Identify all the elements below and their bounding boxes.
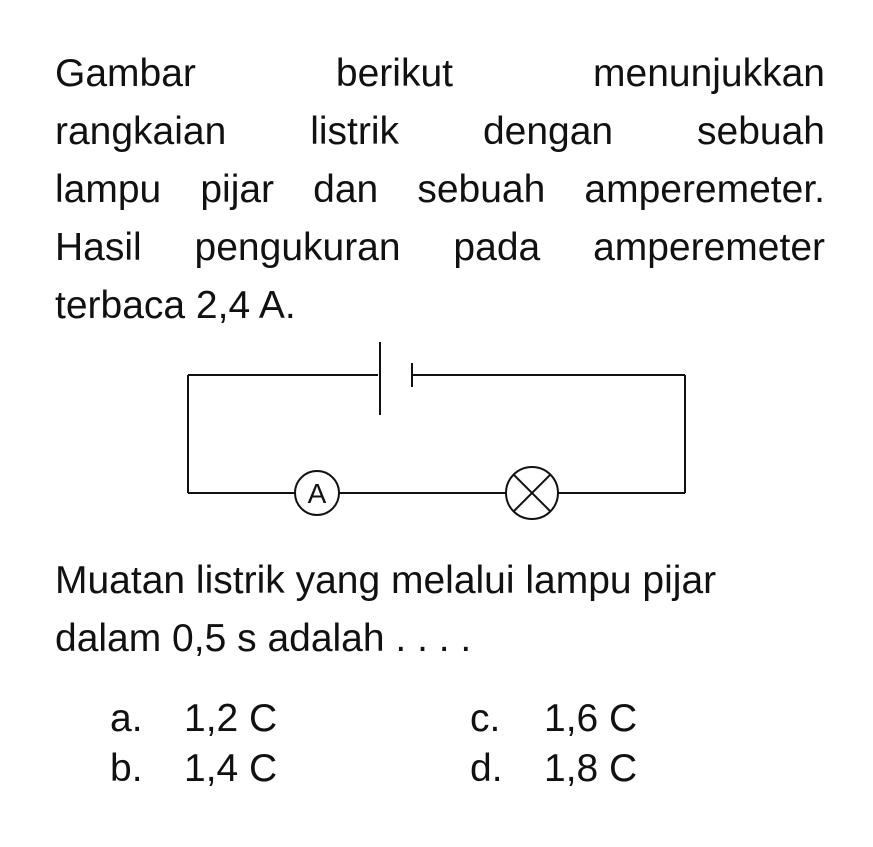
intro-line: terbaca 2,4 A.	[55, 284, 296, 327]
option-b[interactable]	[110, 740, 277, 798]
option-value: 1,8 C	[544, 747, 638, 790]
intro-line: Gambar berikut menunjukkan	[55, 52, 825, 95]
intro-line: lampu pijar dan sebuah amperemeter.	[55, 168, 825, 211]
option-letter: d.	[470, 747, 503, 790]
problem-statement	[55, 45, 825, 335]
option-letter: b.	[110, 747, 143, 790]
option-d[interactable]	[470, 740, 637, 798]
intro-line: rangkaian listrik dengan sebuah	[55, 110, 825, 153]
option-value: 1,4 C	[184, 747, 278, 790]
answer-options	[110, 690, 730, 810]
intro-line: Hasil pengukuran pada amperemeter	[55, 226, 825, 269]
ammeter-label: A	[307, 478, 327, 509]
option-letter: a.	[110, 697, 143, 740]
question-line: dalam 0,5 s adalah . . . .	[55, 617, 472, 660]
question-text	[55, 552, 825, 668]
option-letter: c.	[470, 697, 501, 740]
question-line: Muatan listrik yang melalui lampu pijar	[55, 559, 717, 602]
option-value: 1,6 C	[544, 697, 638, 740]
option-value: 1,2 C	[184, 697, 278, 740]
circuit-diagram	[150, 330, 730, 530]
